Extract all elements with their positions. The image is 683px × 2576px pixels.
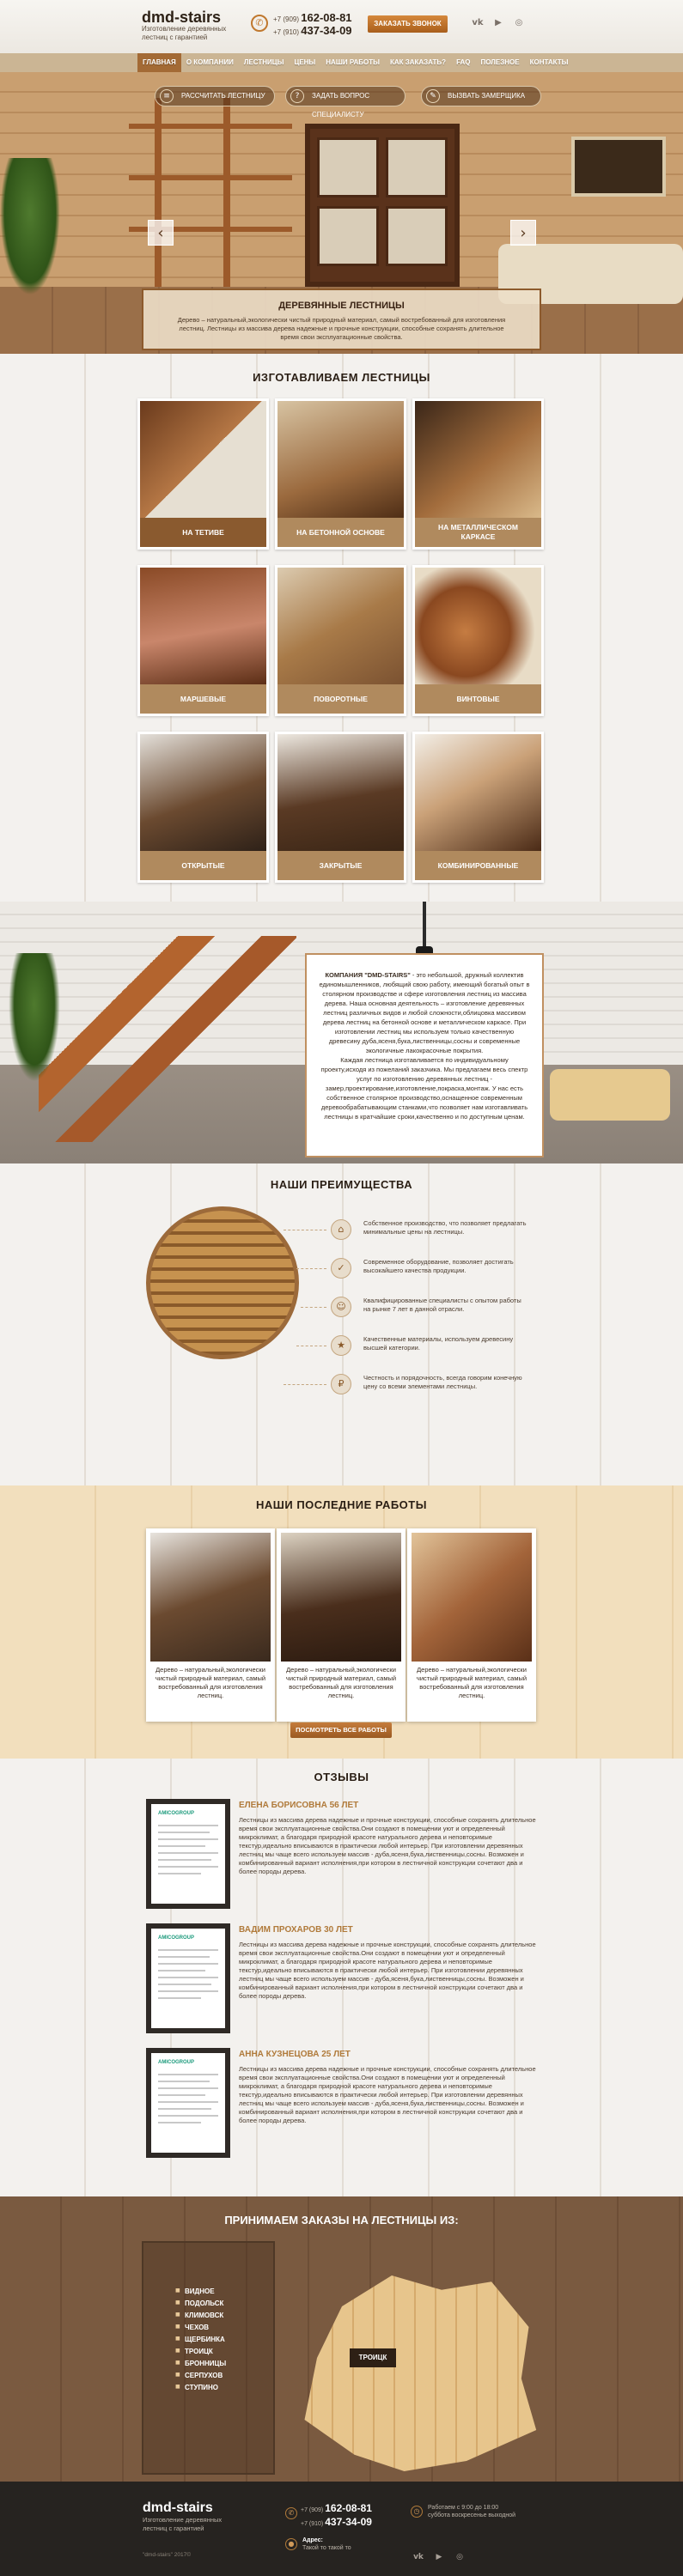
city-list bbox=[142, 2241, 275, 2475]
type-tile[interactable]: НА ТЕТИВЕ bbox=[137, 398, 269, 550]
nav-contacts[interactable]: КОНТАКТЫ bbox=[529, 58, 569, 66]
footer-phone-2[interactable]: +7 (910) 437-34-09 bbox=[301, 2516, 372, 2528]
footer bbox=[0, 2482, 683, 2576]
footer-copyright: "dmd-stairs" 2017© bbox=[143, 2552, 192, 2558]
instagram-icon[interactable]: ◎ bbox=[515, 18, 523, 27]
nav-stairs[interactable]: ЛЕСТНИЦЫ bbox=[243, 58, 284, 66]
city-item[interactable]: ■ ПОДОЛЬСК bbox=[185, 2300, 223, 2307]
orders-section bbox=[0, 2196, 683, 2482]
about-staircase-image bbox=[39, 936, 296, 1142]
region-map bbox=[292, 2265, 541, 2471]
nav-home[interactable]: ГЛАВНАЯ bbox=[137, 53, 181, 72]
question-icon: ? bbox=[290, 89, 304, 103]
slider-next-arrow[interactable]: › bbox=[510, 220, 536, 246]
clock-icon: ◷ bbox=[411, 2506, 423, 2518]
hero-painting bbox=[571, 137, 666, 197]
about-sofa bbox=[550, 1069, 670, 1121]
city-item[interactable]: ■ ЧЕХОВ bbox=[185, 2324, 209, 2331]
city-item[interactable]: ■ КЛИМОВСК bbox=[185, 2312, 223, 2319]
instagram-icon[interactable]: ◎ bbox=[456, 2553, 463, 2561]
factory-icon: ⌂ bbox=[331, 1219, 351, 1240]
footer-hours: Работаем с 9:00 до 18:00 суббота воскресенье выходной bbox=[428, 2505, 516, 2518]
nav-prices[interactable]: ЦЕНЫ bbox=[294, 58, 316, 66]
vk-icon[interactable]: vk bbox=[472, 18, 484, 27]
youtube-icon[interactable]: ▶ bbox=[495, 18, 502, 27]
work-card[interactable]: Дерево – натуральный,экологически чистый природный материал, самый востребованный для изготовления лестниц. bbox=[407, 1528, 536, 1722]
city-item[interactable]: ■ СТУПИНО bbox=[185, 2384, 218, 2391]
type-tile[interactable]: ОТКРЫТЫЕ bbox=[137, 732, 269, 883]
advantages-stairs-image bbox=[146, 1206, 299, 1359]
type-tile[interactable]: ВИНТОВЫЕ bbox=[412, 565, 544, 716]
type-tile[interactable]: НА БЕТОННОЙ ОСНОВЕ bbox=[275, 398, 406, 550]
quality-icon: ★ bbox=[331, 1335, 351, 1356]
hero-caption-text: Дерево – натуральный,экологически чистый природный материал, самый востребованный для изготовления лестниц. Лестницы из массива дерева надежные и прочные конструкции, способные сохранять длительное время свои эксплуатационные свойства. bbox=[177, 316, 506, 341]
location-icon: ● bbox=[285, 2538, 297, 2550]
works-title: НАШИ ПОСЛЕДНИЕ РАБОТЫ bbox=[256, 1498, 427, 1511]
specialist-icon: ☺ bbox=[331, 1297, 351, 1317]
main-nav bbox=[0, 53, 683, 72]
reviews-title: ОТЗЫВЫ bbox=[314, 1771, 369, 1783]
about-text-2: Каждая лестница изготавливается по индивидуальному проекту,исходя из пожеланий заказчика. Мы предлагаем весь спектр услуг по изготовлению деревянных лестниц - замер,проектирование,изготовление,покраска,монтаж. У нас есть собственное столярное производство,оснащенное современным деревообрабатывающим станками,что позволяет нам изготавливать лестницы в кратчайшие сроки,качественно и по доступным ценам. bbox=[320, 1056, 528, 1121]
review-author: АННА КУЗНЕЦОВА 25 ЛЕТ bbox=[239, 2050, 351, 2059]
type-tile[interactable]: КОМБИНИРОВАННЫЕ bbox=[412, 732, 544, 883]
about-company-name: КОМПАНИЯ "DMD-STAIRS" bbox=[325, 971, 411, 979]
city-item[interactable]: ■ ЩЕРБИНКА bbox=[185, 2336, 225, 2343]
types-title: ИЗГОТАВЛИВАЕМ ЛЕСТНИЦЫ bbox=[253, 371, 430, 384]
review-author: ЕЛЕНА БОРИСОВНА 56 ЛЕТ bbox=[239, 1801, 359, 1810]
orders-title: ПРИНИМАЕМ ЗАКАЗЫ НА ЛЕСТНИЦЫ ИЗ: bbox=[224, 2214, 459, 2227]
logo-title[interactable]: dmd-stairs bbox=[142, 9, 222, 26]
header bbox=[0, 0, 683, 53]
map-pin-label[interactable]: ТРОИЦК bbox=[350, 2348, 396, 2367]
logo-subtitle: Изготовление деревянных лестниц с гарантией bbox=[142, 25, 227, 41]
work-card[interactable]: Дерево – натуральный,экологически чистый природный материал, самый востребованный для изготовления лестниц. bbox=[146, 1528, 275, 1722]
review-letter-image[interactable]: AMICOGROUP bbox=[146, 1923, 230, 2033]
phone-icon: ✆ bbox=[251, 15, 268, 32]
nav-how-to-order[interactable]: КАК ЗАКАЗАТЬ? bbox=[389, 58, 447, 66]
nav-about[interactable]: О КОМПАНИИ bbox=[186, 58, 234, 66]
slider-prev-arrow[interactable]: ‹ bbox=[148, 220, 174, 246]
type-tile[interactable]: МАРШЕВЫЕ bbox=[137, 565, 269, 716]
advantages-title: НАШИ ПРЕИМУЩЕСТВА bbox=[270, 1178, 413, 1191]
advantages-section bbox=[0, 1163, 683, 1485]
about-text-box bbox=[305, 953, 544, 1157]
city-item[interactable]: ■ ВИДНОЕ bbox=[185, 2287, 215, 2295]
calculate-stairs-button[interactable]: ≡ РАССЧИТАТЬ ЛЕСТНИЦУ bbox=[155, 86, 275, 106]
price-icon: ₽ bbox=[331, 1374, 351, 1394]
phone-icon: ✆ bbox=[285, 2507, 297, 2519]
type-tile[interactable]: НА МЕТАЛЛИЧЕСКОМ КАРКАСЕ bbox=[412, 398, 544, 550]
review-letter-image[interactable]: AMICOGROUP bbox=[146, 2048, 230, 2158]
footer-subtitle: Изготовление деревянных лестниц с гарантией bbox=[143, 2516, 223, 2532]
city-item[interactable]: ■ БРОННИЦЫ bbox=[185, 2360, 226, 2367]
calculator-icon: ≡ bbox=[160, 89, 174, 103]
phone-1[interactable]: +7 (909) 162-08-81 bbox=[273, 11, 352, 24]
nav-works[interactable]: НАШИ РАБОТЫ bbox=[326, 58, 380, 66]
about-text-1: - это небольшой, дружный коллектив единомышленников, любящий свою работу, имеющий богатый опыт в столярном производстве и сфере изготовления лестниц из массива дерева. Наша основная деятельность – изготовление деревянных лестниц различных видов и любой сложности,облицовка массивом дерева лестниц на бетонной основе и металлическом каркасе. При изготовлении лестниц мы используем только качественную древесину дуба,ясеня,бука,лиственницы,сосны и современные экологичные лакокрасочные покрытия. bbox=[319, 971, 530, 1054]
footer-address: Адрес: Такой то такой то bbox=[302, 2537, 351, 2551]
about-plant bbox=[9, 953, 60, 1082]
hero-plant bbox=[0, 158, 60, 295]
call-measurer-button[interactable]: ✎ ВЫЗВАТЬ ЗАМЕРЩИКА bbox=[421, 86, 541, 106]
footer-logo[interactable]: dmd-stairs bbox=[143, 2500, 213, 2515]
nav-faq[interactable]: FAQ bbox=[456, 58, 471, 66]
ask-specialist-button[interactable]: ? ЗАДАТЬ ВОПРОС СПЕЦИАЛИСТУ bbox=[285, 86, 406, 106]
review-author: ВАДИМ ПРОХАРОВ 30 ЛЕТ bbox=[239, 1925, 353, 1935]
about-section bbox=[0, 902, 683, 1163]
hero-cabinet bbox=[305, 124, 460, 287]
review-text: Лестницы из массива дерева надежные и прочные конструкции, способные сохранять длительное время свои эксплуатационные свойства.Они создают в помещении уют и определенный микроклимат, а благодаря природной красоте натурального дерева и неповторимые текстур,идеально вписываются в практически любой интерьер. При изготовлении деревянных лестниц мы чаще всего используем массив - дуба,ясеня,бука,лиственницы,сосны. Возможен и комбинированный вариант исполнения,при котором в лестничной конструкции сочетают два и более породы дерева. bbox=[239, 1941, 536, 2000]
nav-useful[interactable]: ПОЛЕЗНОЕ bbox=[480, 58, 520, 66]
review-text: Лестницы из массива дерева надежные и прочные конструкции, способные сохранять длительное время свои эксплуатационные свойства.Они создают в помещении уют и определенный микроклимат, а благодаря природной красоте натурального дерева и неповторимые текстур,идеально вписываются в практически любой интерьер. При изготовлении деревянных лестниц мы чаще всего используем массив - дуба,ясеня,бука,лиственницы,сосны. Возможен и комбинированный вариант исполнения,при котором в лестничной конструкции сочетают два и более породы дерева. bbox=[239, 1816, 536, 1875]
city-item[interactable]: ■ СЕРПУХОВ bbox=[185, 2372, 223, 2379]
vk-icon[interactable]: vk bbox=[413, 2553, 424, 2561]
view-all-works-button[interactable]: ПОСМОТРЕТЬ ВСЕ РАБОТЫ bbox=[290, 1722, 392, 1738]
hero-caption bbox=[142, 289, 541, 350]
review-text: Лестницы из массива дерева надежные и прочные конструкции, способные сохранять длительное время свои эксплуатационные свойства.Они создают в помещении уют и определенный микроклимат, а благодаря природной красоте натурального дерева и неповторимые текстур,идеально вписываются в практически любой интерьер. При изготовлении деревянных лестниц мы чаще всего используем массив - дуба,ясеня,бука,лиственницы,сосны. Возможен и комбинированный вариант исполнения,при котором в лестничной конструкции сочетают два и более породы дерева. bbox=[239, 2065, 536, 2124]
youtube-icon[interactable]: ▶ bbox=[436, 2553, 442, 2561]
ruler-icon: ✎ bbox=[426, 89, 440, 103]
order-call-button[interactable]: ЗАКАЗАТЬ ЗВОНОК bbox=[368, 15, 448, 33]
check-icon: ✓ bbox=[331, 1258, 351, 1279]
type-tile[interactable]: ПОВОРОТНЫЕ bbox=[275, 565, 406, 716]
city-item[interactable]: ■ ТРОИЦК bbox=[185, 2348, 213, 2355]
phone-2[interactable]: +7 (910) 437-34-09 bbox=[273, 24, 352, 37]
footer-phone-1[interactable]: +7 (909) 162-08-81 bbox=[301, 2502, 372, 2514]
review-letter-image[interactable]: AMICOGROUP bbox=[146, 1799, 230, 1909]
work-card[interactable]: Дерево – натуральный,экологически чистый природный материал, самый востребованный для изготовления лестниц. bbox=[277, 1528, 406, 1722]
hero-caption-title: ДЕРЕВЯННЫЕ ЛЕСТНИЦЫ bbox=[278, 301, 405, 311]
type-tile[interactable]: ЗАКРЫТЫЕ bbox=[275, 732, 406, 883]
